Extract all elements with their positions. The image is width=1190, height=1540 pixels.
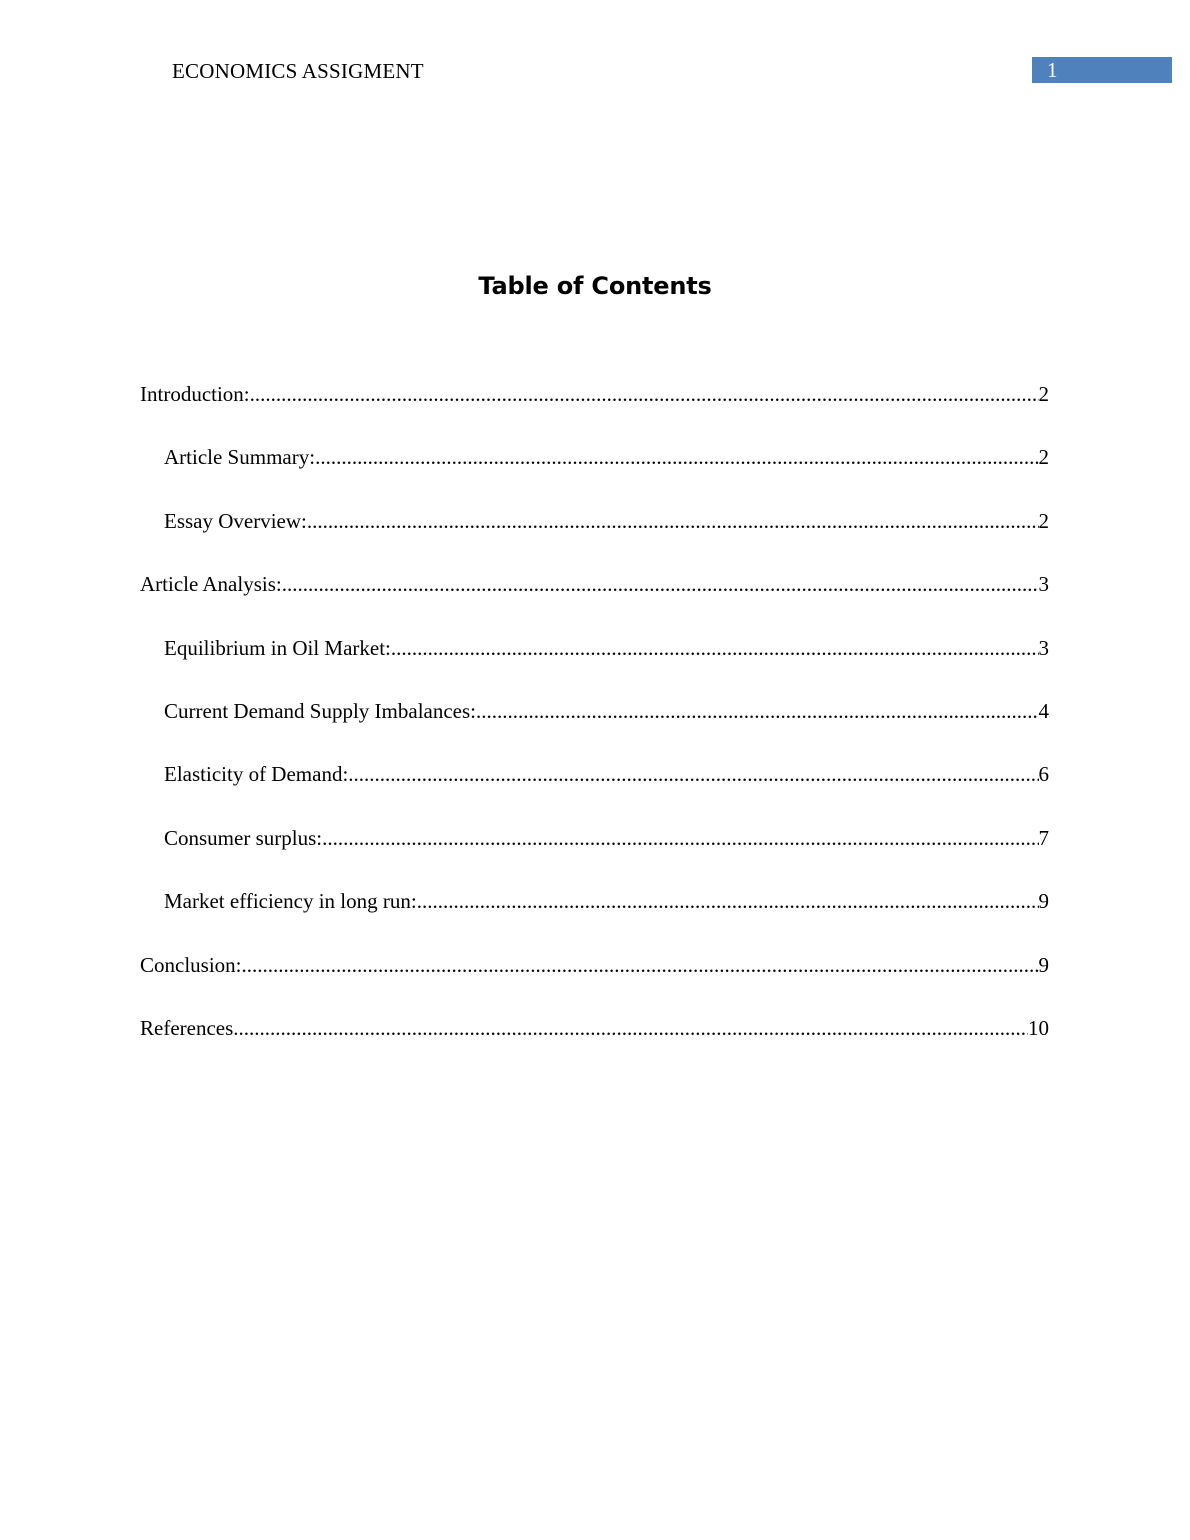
toc-entry-label: Conclusion: [140, 953, 242, 977]
toc-dot-leader [476, 697, 1038, 725]
toc-heading: Table of Contents [478, 272, 712, 300]
toc-entry-article-analysis[interactable] [140, 570, 1049, 598]
toc-entry-references[interactable] [140, 1014, 1049, 1042]
toc-entry-label: Elasticity of Demand: [164, 762, 349, 786]
toc-entry-conclusion[interactable] [140, 951, 1049, 979]
toc-entry-page: 2 [1038, 382, 1049, 406]
toc-entry-page: 9 [1038, 889, 1049, 913]
toc-entry-page: 3 [1038, 636, 1049, 660]
toc-dot-leader [233, 1014, 1028, 1042]
toc-entry-equilibrium-oil-market[interactable] [164, 634, 1049, 662]
toc-entry-page: 2 [1038, 509, 1049, 533]
toc-entry-market-efficiency[interactable] [164, 887, 1049, 915]
toc-entry-page: 7 [1038, 826, 1049, 850]
toc-dot-leader [348, 760, 1038, 788]
toc-dot-leader [250, 380, 1039, 408]
toc-entry-label: Essay Overview: [164, 509, 307, 533]
toc-entry-label: Current Demand Supply Imbalances: [164, 699, 477, 723]
page-number-badge [1032, 57, 1172, 83]
header-title: ECONOMICS ASSIGMENT [172, 59, 424, 83]
toc-dot-leader [242, 951, 1039, 979]
toc-entry-current-demand-supply-imbalances[interactable] [164, 697, 1049, 725]
toc-entry-label: Article Analysis: [140, 572, 282, 596]
toc-dot-leader [322, 824, 1038, 852]
toc-entry-page: 9 [1038, 953, 1049, 977]
toc-entry-page: 10 [1028, 1016, 1049, 1040]
toc-dot-leader [307, 507, 1039, 535]
toc-entry-introduction[interactable] [140, 380, 1049, 408]
toc-entry-label: Market efficiency in long run: [164, 889, 417, 913]
toc-entry-label: Introduction: [140, 382, 250, 406]
toc-entry-essay-overview[interactable] [164, 507, 1049, 535]
toc-entry-consumer-surplus[interactable] [164, 824, 1049, 852]
page-number: 1 [1047, 58, 1058, 82]
toc-entry-label: Article Summary: [164, 445, 316, 469]
toc-entry-article-summary[interactable] [164, 443, 1049, 471]
toc-dot-leader [391, 634, 1039, 662]
toc-entry-label: Equilibrium in Oil Market: [164, 636, 391, 660]
toc-entry-elasticity-of-demand[interactable] [164, 760, 1049, 788]
toc-entry-page: 3 [1038, 572, 1049, 596]
toc-dot-leader [282, 570, 1039, 598]
toc-entry-page: 4 [1038, 699, 1049, 723]
toc-entry-label: References [140, 1016, 234, 1040]
toc-entry-page: 6 [1038, 762, 1049, 786]
toc-dot-leader [417, 887, 1039, 915]
toc-entry-label: Consumer surplus: [164, 826, 323, 850]
toc-entry-page: 2 [1038, 445, 1049, 469]
toc-dot-leader [315, 443, 1038, 471]
